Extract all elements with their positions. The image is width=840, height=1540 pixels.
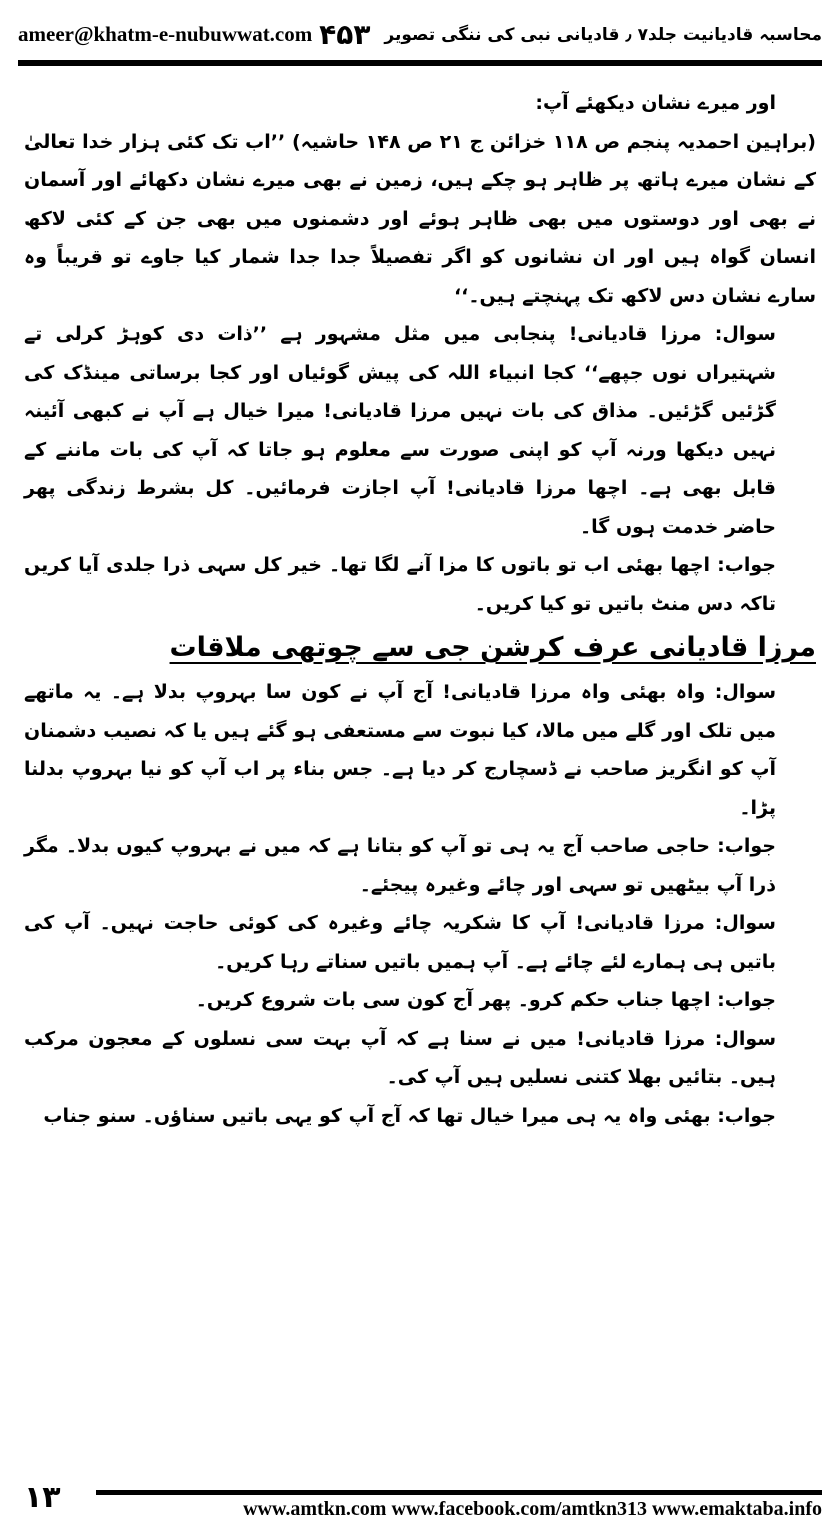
page-body (24, 84, 816, 1135)
header-rule (18, 60, 822, 66)
page-header (18, 14, 822, 54)
answer-paragraph: جواب: اچھا جناب حکم کرو۔ پھر آج کون سی بات شروع کریں۔ (195, 989, 776, 1011)
header-email: ameer@khatm-e-nubuwwat.com (18, 21, 313, 46)
question-paragraph: سوال: مرزا قادیانی! میں نے سنا ہے کہ آپ بہت سی نسلوں کے معجون مرکب ہیں۔ بتائیں بھلا کتنی نسلیں ہیں آپ کی۔ (24, 1027, 776, 1088)
footer-rule (96, 1490, 822, 1495)
question-paragraph: سوال: واہ بھئی واہ مرزا قادیانی! آج آپ نے کون سا بہروپ بدلا ہے۔ یہ ماتھے میں تلک اور گلے میں مالا، کیا نبوت سے مستعفی ہو گئے ہیں یا کہ نصیب دشمنان آپ کو انگریز صاحب نے ڈسچارج کر دیا ہے۔ جس بناء پر اب آپ کو نیا بہروپ بدلنا پڑا۔ (24, 681, 776, 819)
answer-paragraph: جواب: اچھا بھئی اب تو باتوں کا مزا آنے لگا تھا۔ خیر کل سہی ذرا جلدی آیا کریں تاکہ دس منٹ باتیں تو کیا کریں۔ (24, 554, 776, 615)
answer-paragraph: جواب: بھئی واہ یہ ہی میرا خیال تھا کہ آج آپ کو یہی باتیں سناؤں۔ سنو جناب (43, 1104, 776, 1127)
header-page-number: ۴۵۳ (319, 17, 371, 51)
page-footer (18, 1480, 822, 1530)
quote-paragraph: (براہین احمدیہ پنجم ص ۱۱۸ خزائن ج ۲۱ ص ۱۴۸ حاشیہ) ’’اب تک کئی ہزار خدا تعالیٰ کے نشان میرے ہاتھ پر ظاہر ہو چکے ہیں، زمین نے بھی میرے نشان دکھائے اور آسمان نے بھی اور دوستوں میں بھی ظاہر ہوئے اور دشمنوں میں بھی جن کے کئی لاکھ انسان گواہ ہیں اور ان نشانوں کو اگر تفصیلاً جدا جدا شمار کیا جاوے تو قریباً وہ سارے نشان دس لاکھ تک پہنچتے ہیں۔‘‘ (24, 130, 816, 307)
footer-page-number: ۱۳ (24, 1480, 61, 1515)
intro-line: اور میرے نشان دیکھئے آپ: (535, 92, 776, 114)
book-title: محاسبہ قادیانیت جلد۷ ٫ قادیانی نبی کی ننگی تصویر (384, 24, 822, 45)
answer-paragraph: جواب: حاجی صاحب آج یہ ہی تو آپ کو بتانا ہے کہ میں نے بہروپ کیوں بدلا۔ مگر ذرا آپ بیٹھیں تو سہی اور چائے وغیرہ پیجئے۔ (24, 835, 776, 896)
section-heading: مرزا قادیانی عرف کرشن جی سے چوتھی ملاقات (169, 632, 816, 663)
question-paragraph: سوال: مرزا قادیانی! آپ کا شکریہ چائے وغیرہ کی کوئی حاجت نہیں۔ آپ کی باتیں ہی ہمارے لئے چائے ہے۔ آپ ہمیں باتیں سناتے رہا کریں۔ (24, 912, 776, 973)
header-title-group (319, 18, 822, 51)
footer-links: www.amtkn.com www.facebook.com/amtkn313 www.emaktaba.info (243, 1498, 822, 1520)
question-paragraph: سوال: مرزا قادیانی! پنجابی میں مثل مشہور ہے ’’ذات دی کوہڑ کرلی تے شہتیراں نوں جپھے‘‘ کجا انبیاء اللہ کی پیش گوئیاں اور کجا برساتی مینڈک کی گڑئیں گڑئیں۔ مذاق کی بات نہیں مرزا قادیانی! میرا خیال ہے آپ نے کبھی آئینہ نہیں دیکھا ورنہ آپ کو اپنی صورت سے معلوم ہو جاتا کہ آپ کی بات ماننے کے قابل بھی ہے۔ اچھا مرزا قادیانی! آپ اجازت فرمائیں۔ کل بشرط زندگی پھر حاضر خدمت ہوں گا۔ (24, 323, 776, 538)
